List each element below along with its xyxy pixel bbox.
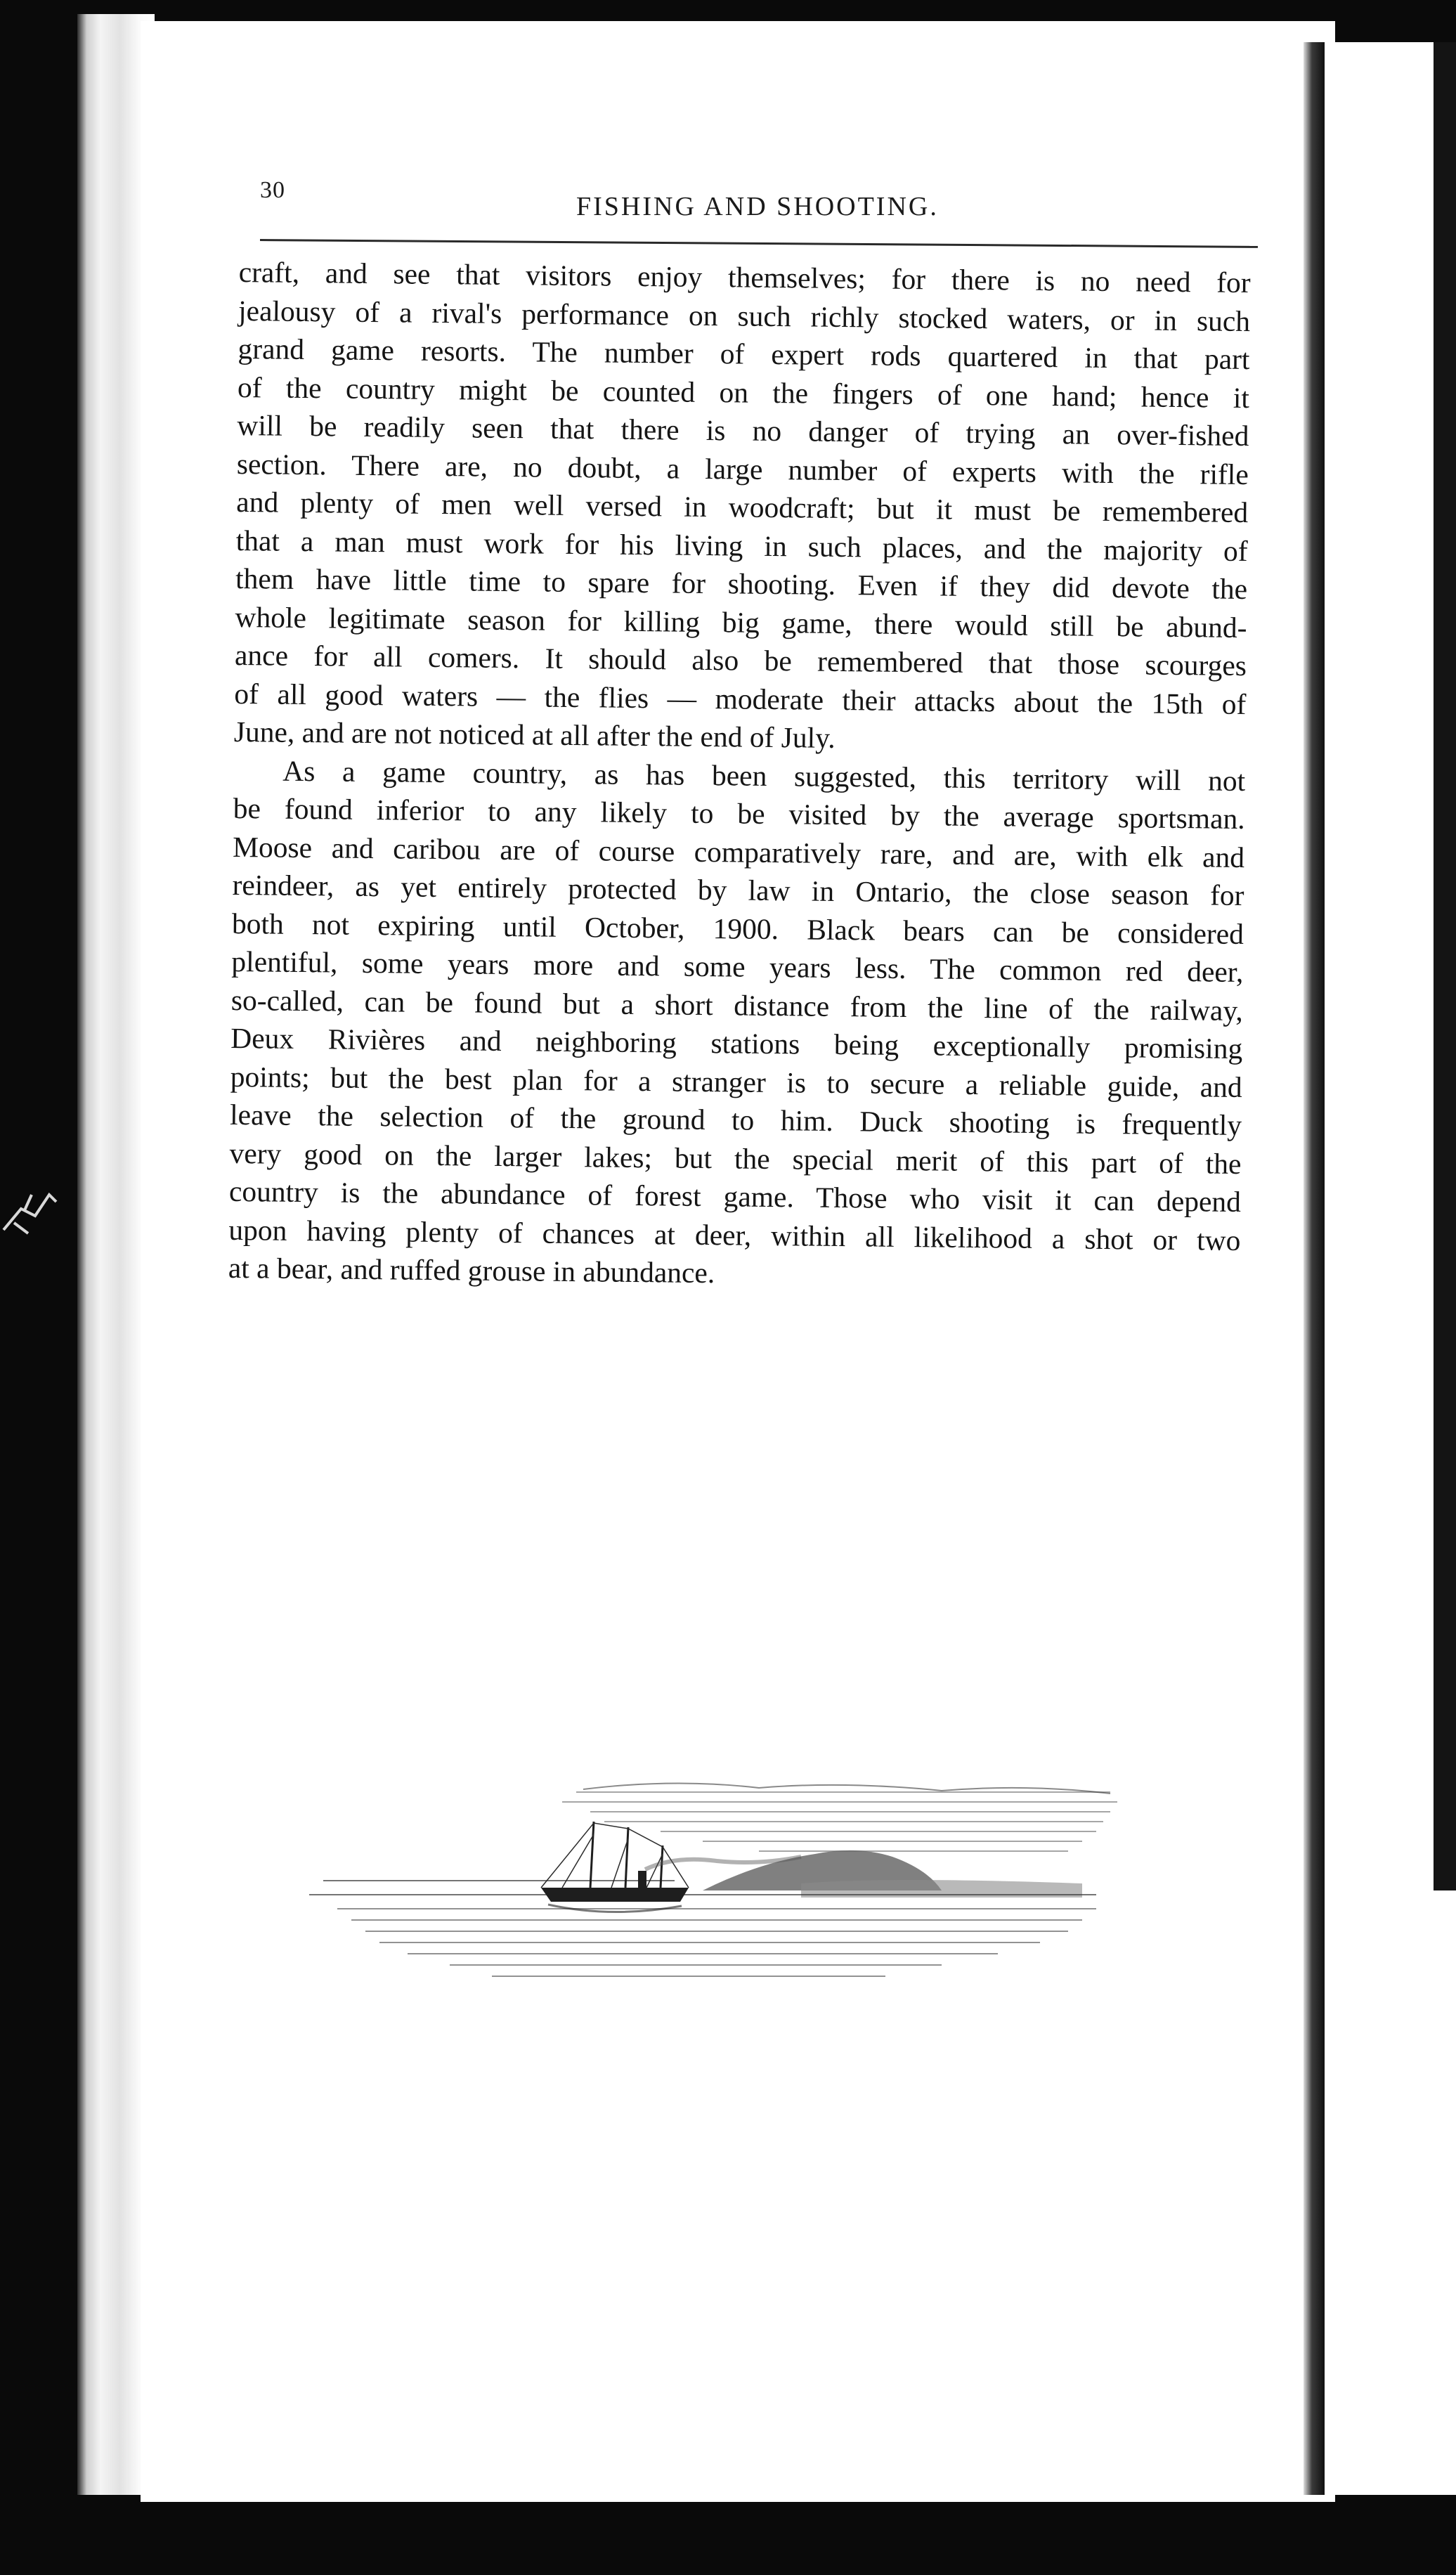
text-line: craft, and see that visitors enjoy themselves; for there is no need for: [238, 255, 1251, 299]
body-text: [228, 253, 1251, 1297]
facing-page-shadow: [1434, 42, 1456, 1890]
text-line: plentiful, some years more and some years less. The common red deer,: [231, 945, 1244, 989]
text-line: leave the selection of the ground to him. Duck shooting is frequently: [229, 1098, 1242, 1142]
text-line: so-called, can be found but a short distance from the line of the railway,: [230, 983, 1244, 1027]
text-line: Deux Rivières and neighboring stations being exceptionally promising: [230, 1021, 1243, 1065]
page-gutter: [1304, 42, 1325, 2495]
text-line: and plenty of men well versed in woodcraft; but it must be remembered: [236, 485, 1249, 529]
text-line: ance for all comers. It should also be remembered that those scourges: [234, 638, 1247, 682]
text-line: of all good waters — the flies — moderate their attacks about the 15th of: [234, 677, 1247, 720]
text-line: grand game resorts. The number of expert rods quartered in that part: [238, 332, 1250, 376]
text-line: section. There are, no doubt, a large number of experts with the rifle: [236, 447, 1249, 491]
text-line: be found inferior to any likely to be visited by the average sportsman.: [233, 791, 1245, 836]
text-line: of the country might be counted on the fingers of one hand; hence it: [237, 370, 1250, 414]
text-line: at a bear, and ruffed grouse in abundance.: [228, 1251, 715, 1290]
running-head: FISHING AND SHOOTING.: [576, 192, 939, 221]
text-line: jealousy of a rival's performance on such richly stocked waters, or in such: [238, 294, 1251, 337]
text-line: both not expiring until October, 1900. Black bears can be considered: [231, 907, 1244, 950]
text-line: that a man must work for his living in such places, and the majority of: [235, 524, 1248, 567]
text-line: points; but the best plan for a stranger is to secure a reliable guide, and: [230, 1060, 1242, 1103]
text-line: very good on the larger lakes; but the special merit of this part of the: [229, 1136, 1242, 1180]
text-line: upon having plenty of chances at deer, within all likelihood a shot or two: [228, 1213, 1241, 1257]
page-number: 30: [260, 177, 285, 203]
text-line: reindeer, as yet entirely protected by law in Ontario, the close season for: [232, 868, 1244, 912]
text-line: Moose and caribou are of course comparatively rare, and are, with elk and: [232, 830, 1245, 874]
steamship-engraving-icon: [309, 1778, 1124, 1989]
scan-artifact-icon: [0, 1167, 63, 1244]
text-line: whole legitimate season for killing big game, there would still be abund-: [235, 600, 1247, 644]
text-line: them have little time to spare for shooting. Even if they did devote the: [235, 562, 1248, 606]
text-line: country is the abundance of forest game. Those who visit it can depend: [228, 1174, 1242, 1219]
text-line: As a game country, as has been suggested, this territory will not: [282, 754, 1246, 797]
text-line: June, and are not noticed at all after the end of July.: [233, 715, 836, 754]
text-line: will be readily seen that there is no danger of trying an over-fished: [237, 408, 1249, 453]
